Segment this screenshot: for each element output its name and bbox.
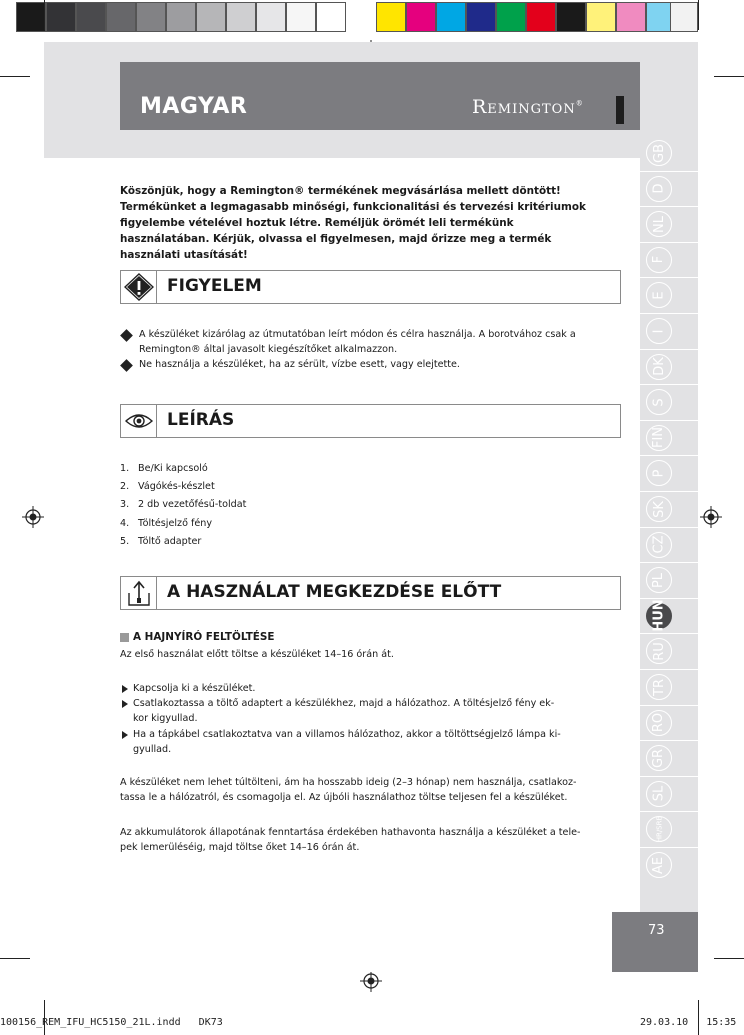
tab-divider bbox=[640, 206, 698, 207]
tab-divider bbox=[640, 277, 698, 278]
print-swatch bbox=[436, 2, 466, 32]
registration-mark-icon bbox=[22, 506, 44, 528]
print-swatch bbox=[286, 2, 316, 32]
language-tab-label: GB bbox=[651, 143, 667, 163]
print-swatch bbox=[376, 2, 406, 32]
print-swatch bbox=[316, 2, 346, 32]
print-swatch bbox=[196, 2, 226, 32]
item-label: Töltő adapter bbox=[138, 535, 202, 547]
crop-mark bbox=[714, 76, 744, 77]
intro-paragraph: Köszönjük, hogy a Remington® termékének megvásárlása mellett döntött! Termékünket a legmagasabb minőségi, funkcionalitási és tervezési kritériumok figyelembe vételével hoztuk létre. Reméljük örömét leli termékünk használatában. Kérjük, olvassa el figyelmesen, majd őrizze meg a termék használati utasítását! bbox=[120, 185, 586, 261]
item-label: Be/Ki kapcsoló bbox=[138, 463, 208, 474]
page-number: 73 bbox=[648, 923, 665, 938]
language-tab-label: P bbox=[651, 469, 667, 478]
brand-logo: Remington® bbox=[472, 96, 584, 118]
battery-care-paragraph: Az akkumulátorok állapotának fenntartása érdekében hathavonta használja a készüléket a tele- pek lemerüléséig, majd töltse őket 14–16 órán át. bbox=[120, 827, 581, 853]
tab-divider bbox=[640, 242, 698, 243]
language-tab-label: NL bbox=[651, 215, 667, 233]
box-arrow-icon bbox=[121, 577, 157, 609]
arrow-bullet-icon bbox=[122, 731, 128, 739]
tab-divider bbox=[640, 349, 698, 350]
item-number: 1. bbox=[120, 463, 130, 474]
language-tab-label: F bbox=[651, 256, 667, 264]
language-tab-cz[interactable] bbox=[646, 532, 672, 558]
print-swatch bbox=[166, 2, 196, 32]
language-tab-f[interactable] bbox=[646, 247, 672, 273]
section-title: A HASZNÁLAT MEGKEZDÉSE ELŐTT bbox=[167, 582, 502, 602]
print-swatch bbox=[76, 2, 106, 32]
print-swatch bbox=[256, 2, 286, 32]
language-tab-label: RO bbox=[651, 712, 667, 733]
section-header-before-use bbox=[120, 576, 621, 610]
language-tab-label: CZ bbox=[651, 535, 667, 554]
item-label: Töltésjelző fény bbox=[138, 517, 213, 529]
item-number: 3. bbox=[120, 499, 130, 511]
language-tab-label: TR bbox=[651, 678, 667, 696]
section-title: LEÍRÁS bbox=[167, 410, 235, 430]
language-tab-nl[interactable] bbox=[646, 211, 672, 237]
print-swatch bbox=[616, 2, 646, 32]
item-label: Vágókés-készlet bbox=[138, 481, 215, 493]
tab-divider bbox=[640, 669, 698, 670]
brand-logo-bar bbox=[616, 96, 624, 124]
item-number: 2. bbox=[120, 481, 130, 493]
language-tab-label: HR/SRB bbox=[655, 816, 664, 843]
print-swatch bbox=[226, 2, 256, 32]
eye-icon bbox=[121, 405, 157, 437]
language-tab-gb[interactable] bbox=[646, 140, 672, 166]
overcharge-paragraph: A készüléket nem lehet túltölteni, ám ha hosszabb ideig (2–3 hónap) nem használja, csatlakoz- tassa le a hálózatról, és csomagolja el. Az újbóli használathoz töltse teljesen fel a készüléket. bbox=[120, 777, 577, 803]
tab-divider bbox=[640, 527, 698, 528]
crop-mark bbox=[714, 958, 744, 959]
warning-icon bbox=[121, 271, 157, 303]
language-tab-ro[interactable] bbox=[646, 710, 672, 736]
language-tab-d[interactable] bbox=[646, 176, 672, 202]
language-tab-hun[interactable] bbox=[646, 599, 672, 632]
language-tab-label: DK bbox=[651, 357, 667, 376]
language-tab-ae[interactable] bbox=[646, 852, 672, 878]
language-tab-label: E bbox=[651, 291, 667, 300]
square-bullet-icon bbox=[120, 633, 129, 642]
item-number: 4. bbox=[120, 517, 130, 529]
tab-divider bbox=[640, 420, 698, 421]
tab-divider bbox=[640, 776, 698, 777]
print-swatch bbox=[526, 2, 556, 32]
crop-mark bbox=[0, 958, 30, 959]
tab-divider bbox=[640, 847, 698, 848]
language-tab-label: FIN bbox=[651, 427, 667, 449]
tab-divider bbox=[640, 811, 698, 812]
language-tab-dk[interactable] bbox=[646, 354, 672, 380]
section-header-warning bbox=[120, 270, 621, 304]
print-swatch bbox=[46, 2, 76, 32]
language-tab-s[interactable] bbox=[646, 389, 672, 415]
language-tab-i[interactable] bbox=[646, 318, 672, 344]
tab-divider bbox=[640, 384, 698, 385]
language-tab-label: I bbox=[651, 329, 667, 333]
language-tab-label: SL bbox=[651, 786, 667, 802]
crop-mark bbox=[44, 0, 45, 30]
tab-divider bbox=[640, 171, 698, 172]
language-tab-label: GR bbox=[651, 748, 667, 768]
crop-mark bbox=[0, 76, 30, 77]
print-swatch bbox=[466, 2, 496, 32]
arrow-bullet-icon bbox=[122, 700, 128, 708]
language-tab-label: D bbox=[651, 183, 667, 194]
registration-mark-icon bbox=[700, 506, 722, 528]
tab-divider bbox=[640, 705, 698, 706]
language-tab-label: HUN bbox=[651, 599, 667, 632]
language-tab-label: AE bbox=[651, 856, 667, 874]
print-swatch bbox=[586, 2, 616, 32]
language-tab-tr[interactable] bbox=[646, 674, 672, 700]
tab-divider bbox=[640, 633, 698, 634]
language-title: MAGYAR bbox=[140, 94, 248, 119]
tab-divider bbox=[640, 491, 698, 492]
language-tab-gr[interactable] bbox=[646, 745, 672, 771]
print-swatch bbox=[136, 2, 166, 32]
tab-divider bbox=[640, 562, 698, 563]
page-number-box bbox=[612, 912, 698, 972]
item-label: 2 db vezetőfésű-toldat bbox=[138, 499, 247, 511]
print-swatch bbox=[16, 2, 46, 32]
tab-divider bbox=[640, 598, 698, 599]
language-tab-sk[interactable] bbox=[646, 496, 672, 522]
print-swatch bbox=[406, 2, 436, 32]
arrow-bullet-icon bbox=[122, 685, 128, 693]
tab-divider bbox=[640, 740, 698, 741]
section-header-description bbox=[120, 404, 621, 438]
print-swatch bbox=[496, 2, 526, 32]
print-swatch bbox=[556, 2, 586, 32]
crop-mark bbox=[698, 0, 699, 30]
print-swatch bbox=[670, 2, 698, 32]
section-title: FIGYELEM bbox=[167, 276, 262, 296]
date-slug: 29.03.10 15:35 bbox=[640, 1017, 737, 1028]
language-tab-pl[interactable] bbox=[646, 567, 672, 593]
charging-intro: Az első használat előtt töltse a készüléket 14–16 órán át. bbox=[120, 649, 394, 660]
print-swatch bbox=[106, 2, 136, 32]
language-tab-label: SK bbox=[651, 500, 667, 518]
registration-mark-icon bbox=[360, 970, 382, 992]
language-tab-label: S bbox=[651, 398, 667, 407]
language-tab-label: PL bbox=[651, 572, 667, 588]
tab-divider bbox=[640, 313, 698, 314]
item-number: 5. bbox=[120, 535, 130, 547]
tab-divider bbox=[640, 455, 698, 456]
language-tab-label: RU bbox=[651, 642, 667, 661]
file-slug: 100156_REM_IFU_HC5150_21L.indd DK73 bbox=[0, 1017, 223, 1028]
language-tab-fin[interactable] bbox=[646, 425, 672, 451]
language-tab-sl[interactable] bbox=[646, 781, 672, 807]
